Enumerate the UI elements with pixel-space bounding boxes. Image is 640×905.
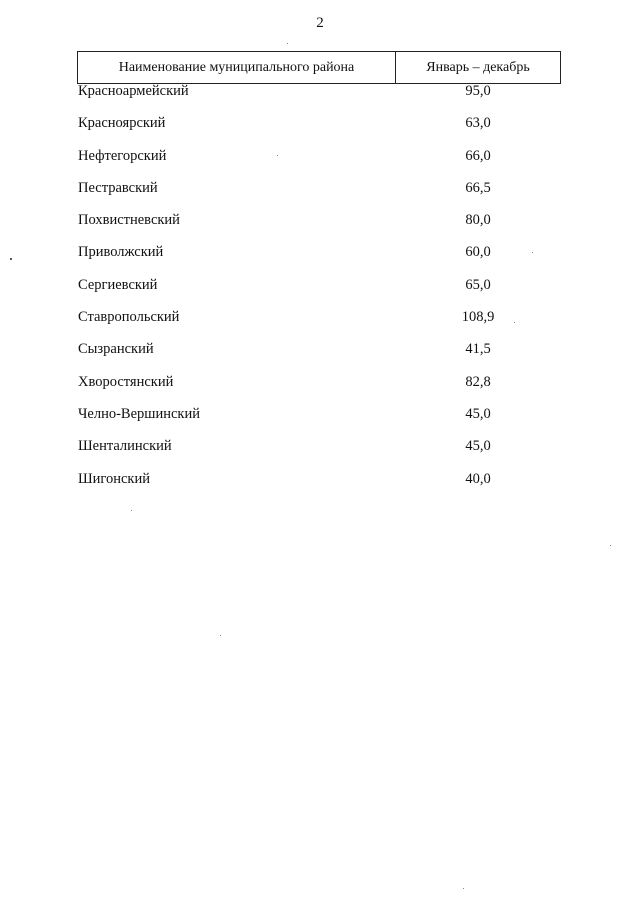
scan-speck (610, 545, 611, 546)
table-row (77, 406, 561, 438)
district-name: Ставропольский (78, 309, 180, 326)
district-name: Сергиевский (78, 276, 158, 293)
table-row (77, 471, 561, 503)
district-name: Похвистневский (78, 212, 180, 229)
district-name: Хворостянский (78, 373, 174, 390)
table-row (77, 374, 561, 406)
district-name: Пестравский (78, 179, 158, 196)
table-row (77, 438, 561, 470)
district-value: 66,5 (465, 179, 491, 196)
table-row (77, 148, 561, 180)
table-row (77, 115, 561, 147)
district-value: 82,8 (465, 373, 491, 390)
table-row (77, 212, 561, 244)
scan-speck (463, 888, 464, 889)
scan-speck (131, 510, 132, 511)
scan-speck (514, 322, 515, 323)
district-value: 66,0 (465, 147, 491, 164)
scan-speck (532, 252, 533, 253)
scan-speck (220, 635, 221, 636)
scan-speck (287, 43, 288, 44)
district-value: 41,5 (465, 341, 491, 358)
scan-speck (277, 155, 278, 156)
table-row (77, 309, 561, 341)
district-value: 40,0 (465, 470, 491, 487)
table-body (77, 83, 561, 503)
header-district-name: Наименование муниципального района (78, 52, 396, 83)
table-row (77, 341, 561, 373)
district-value: 63,0 (465, 115, 491, 132)
district-name: Приволжский (78, 244, 164, 261)
header-period: Январь – декабрь (426, 59, 530, 75)
district-name: Красноармейский (78, 83, 189, 99)
table-row (77, 180, 561, 212)
district-value: 65,0 (465, 276, 491, 293)
district-name: Шигонский (78, 470, 150, 487)
district-name: Нефтегорский (78, 147, 167, 164)
table-row (77, 277, 561, 309)
district-value: 45,0 (465, 405, 491, 422)
district-table (77, 51, 561, 503)
district-value: 60,0 (465, 244, 491, 261)
table-row (77, 83, 561, 115)
district-name: Сызранский (78, 341, 154, 358)
table-header (77, 51, 561, 84)
page-number: 2 (316, 15, 324, 31)
table-row (77, 244, 561, 276)
scan-speck (10, 258, 12, 260)
district-value: 95,0 (465, 83, 491, 99)
district-name: Челно-Вершинский (78, 405, 200, 422)
district-name: Красноярский (78, 115, 166, 132)
district-name: Шенталинский (78, 438, 172, 455)
district-value: 45,0 (465, 438, 491, 455)
district-value: 80,0 (465, 212, 491, 229)
district-value: 108,9 (461, 309, 495, 326)
